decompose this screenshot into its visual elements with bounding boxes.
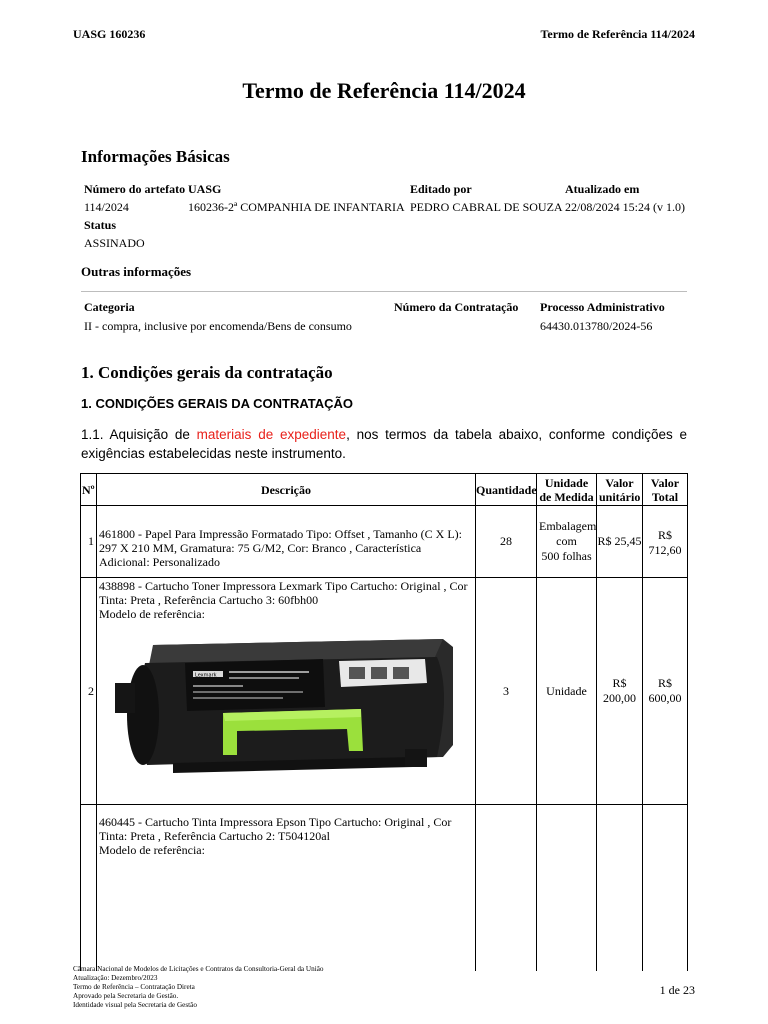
- row3-model-ref: Modelo de referência:: [99, 843, 205, 857]
- value-status: ASSINADO: [84, 236, 145, 250]
- header-total-l2: Total: [651, 489, 679, 504]
- row2-unit-price-l2: 200,00: [603, 691, 636, 705]
- row1-total-l2: 712,60: [648, 543, 682, 557]
- row1-total-l1: R$: [657, 528, 672, 542]
- value-process: 64430.013780/2024-56: [540, 319, 653, 333]
- header-qty: Quantidade: [476, 474, 537, 506]
- row1-qty: 28: [476, 506, 537, 578]
- footer-line: Atualização: Dezembro/2023: [73, 974, 158, 982]
- row2-no: 2: [81, 578, 97, 805]
- row2-qty: 3: [476, 578, 537, 805]
- row1-unit-l2: com: [556, 534, 577, 548]
- header-total: [643, 474, 688, 506]
- para-highlight: materiais de expediente: [196, 427, 347, 442]
- row2-desc-cell: [97, 578, 476, 805]
- header-total-l1: Valor: [650, 475, 680, 490]
- header-unit-l1: Unidade: [544, 475, 589, 490]
- label-process: Processo Administrativo: [540, 300, 665, 314]
- header-desc: Descrição: [97, 474, 476, 506]
- row3-unit-price: [597, 805, 643, 971]
- footer-notes: [73, 965, 323, 1010]
- divider: [81, 291, 687, 292]
- section-1-subheading: 1. CONDIÇÕES GERAIS DA CONTRATAÇÃO: [81, 396, 354, 411]
- table-header-row: [81, 474, 688, 506]
- label-artifact-number: Número do artefato: [84, 182, 186, 196]
- value-category: II - compra, inclusive por encomenda/Bens de consumo: [84, 319, 352, 333]
- row1-desc: 461800 - Papel Para Impressão Formatado Tipo: Offset , Tamanho (C X L): 297 X 210 MM, Gramatura: 75 G/M2, Cor: Branco , Característica Adicional: Personalizado: [97, 506, 476, 578]
- row3-total: [643, 805, 688, 971]
- row3-desc-cell: [97, 805, 476, 971]
- table-row: [81, 578, 688, 805]
- basic-info-heading: Informações Básicas: [81, 147, 230, 166]
- row2-model-ref: Modelo de referência:: [99, 607, 205, 621]
- row1-unit: [537, 506, 597, 578]
- row2-total-l1: R$: [657, 676, 672, 690]
- row2-total-l2: 600,00: [648, 691, 682, 705]
- section-1-paragraph: [81, 425, 687, 463]
- para-comma: ,: [346, 427, 350, 442]
- label-edited-by: Editado por: [410, 182, 472, 196]
- toner-cartridge-image: [113, 625, 468, 803]
- footer-line: Termo de Referência – Contratação Direta: [73, 983, 195, 991]
- row1-no: 1: [81, 506, 97, 578]
- header-unit-price: [597, 474, 643, 506]
- value-artifact-number: 114/2024: [84, 200, 129, 214]
- header-no: Nº: [81, 474, 97, 506]
- row2-desc: 438898 - Cartucho Toner Impressora Lexmark Tipo Cartucho: Original , Cor Tinta: Preta , Referência Cartucho 3: 60fbh00: [99, 579, 468, 607]
- footer-line: Identidade visual pela Secretaria de Gestão: [73, 1001, 197, 1009]
- value-uasg: 160236-2ª COMPANHIA DE INFANTARIA: [188, 200, 405, 214]
- footer-line: Câmara Nacional de Modelos de Licitações e Contratos da Consultoria-Geral da União: [73, 965, 324, 973]
- page-number: 1 de 23: [659, 983, 695, 997]
- header-doc-ref: Termo de Referência 114/2024: [540, 27, 695, 41]
- footer-line: Aprovado pela Secretaria de Gestão.: [73, 992, 179, 1000]
- header-unit-price-l1: Valor: [605, 475, 634, 490]
- header-unit-l2: de Medida: [539, 489, 594, 504]
- row3-desc: 460445 - Cartucho Tinta Impressora Epson Tipo Cartucho: Original , Cor Tinta: Preta , Referência Cartucho 2: T504120al: [99, 815, 452, 843]
- label-contract-number: Número da Contratação: [394, 300, 519, 314]
- items-table: [80, 473, 688, 971]
- row3-no: [81, 805, 97, 971]
- row1-total: [643, 506, 688, 578]
- row1-unit-l1: Embalagem: [539, 519, 597, 533]
- row2-unit-price-l1: R$: [612, 676, 627, 690]
- section-1-heading: 1. Condições gerais da contratação: [81, 363, 333, 382]
- header-unit-price-l2: unitário: [599, 489, 641, 504]
- para-suffix: nos termos da tabela abaixo, conforme condições e exigências estabelecidas neste instrumento.: [81, 427, 688, 461]
- row3-unit: [537, 805, 597, 971]
- header-unit: [537, 474, 597, 506]
- label-status: Status: [84, 218, 117, 232]
- label-updated-at: Atualizado em: [565, 182, 640, 196]
- brand-label: Lexmark: [195, 672, 217, 679]
- label-category: Categoria: [84, 300, 135, 314]
- row3-qty: [476, 805, 537, 971]
- row2-unit: Unidade: [537, 578, 597, 805]
- row1-unit-price: R$ 25,45: [597, 506, 643, 578]
- label-uasg: UASG: [188, 182, 222, 196]
- value-edited-by: PEDRO CABRAL DE SOUZA: [410, 200, 563, 214]
- other-info-heading: Outras informações: [81, 264, 192, 279]
- row1-unit-l3: 500 folhas: [541, 549, 592, 563]
- row2-total: [643, 578, 688, 805]
- value-updated-at: 22/08/2024 15:24 (v 1.0): [565, 200, 685, 214]
- document-title: Termo de Referência 114/2024: [242, 78, 526, 103]
- para-prefix: 1.1. Aquisição de: [81, 427, 197, 442]
- toner-cartridge-graphic: [113, 625, 468, 803]
- row2-unit-price: [597, 578, 643, 805]
- table-row: [81, 805, 688, 971]
- header-uasg: UASG 160236: [73, 27, 146, 41]
- table-row: [81, 506, 688, 578]
